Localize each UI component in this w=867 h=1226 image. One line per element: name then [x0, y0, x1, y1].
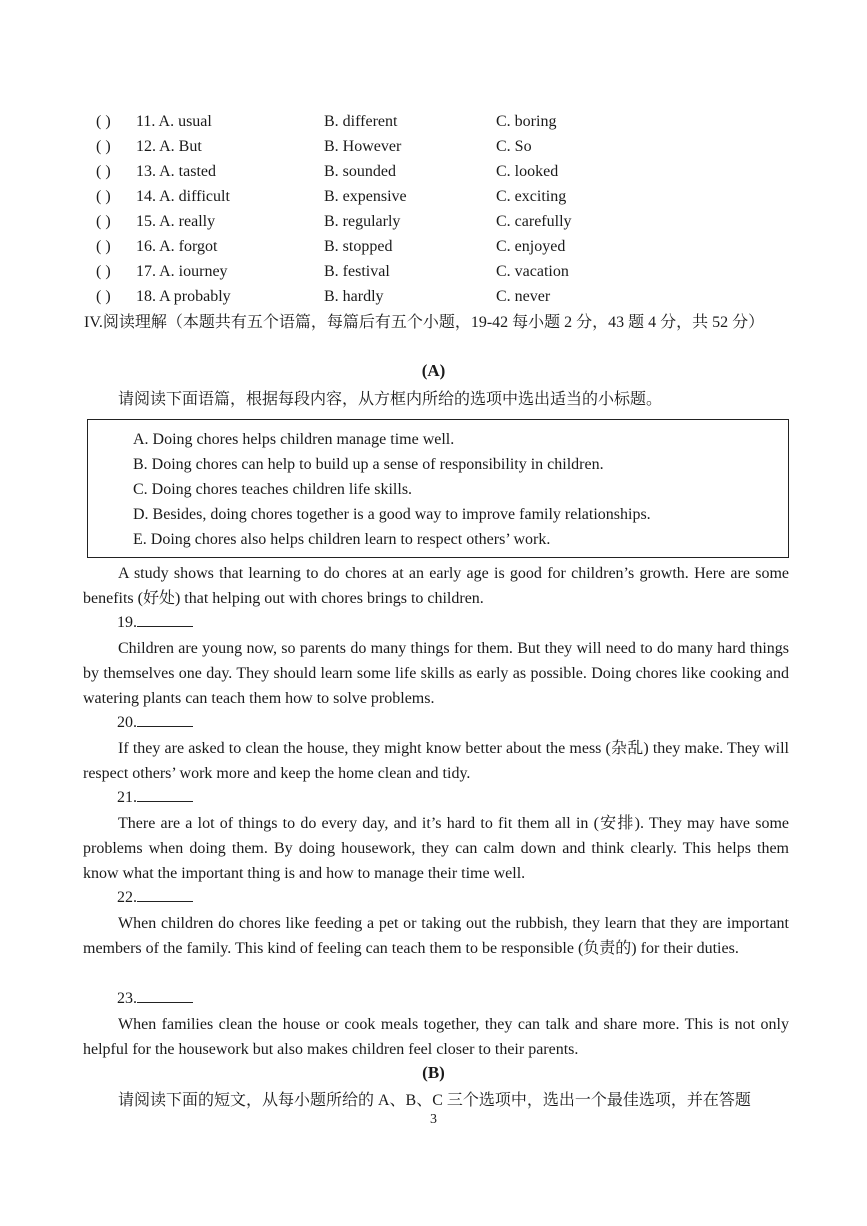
number-label: 19. — [117, 614, 137, 631]
page-number: 3 — [430, 1112, 437, 1127]
question-number — [117, 786, 193, 807]
option-b: B. stopped — [324, 238, 393, 255]
option-c: C. So — [496, 138, 532, 155]
passage-a-title: (A) — [421, 361, 446, 380]
answer-paren: ( ) — [96, 213, 111, 230]
answer-paren: ( ) — [96, 238, 111, 255]
option-b: B. hardly — [324, 288, 384, 305]
option-a: 17. A. iourney — [136, 263, 228, 280]
option-b: B. regularly — [324, 213, 401, 230]
question-number — [117, 711, 193, 732]
option-b: B. festival — [324, 263, 390, 280]
option-a: 18. A probably — [136, 288, 231, 305]
option-c: C. boring — [496, 113, 557, 130]
heading-option: C. Doing chores teaches children life skills. — [133, 481, 413, 498]
option-c: C. exciting — [496, 188, 567, 205]
option-a: 13. A. tasted — [136, 163, 216, 180]
heading-option: E. Doing chores also helps children learn to respect others’ work. — [133, 531, 551, 548]
option-c: C. enjoyed — [496, 238, 566, 255]
cloze-row — [96, 260, 796, 284]
cloze-row — [96, 210, 796, 234]
answer-paren: ( ) — [96, 263, 111, 280]
cloze-row — [96, 160, 796, 184]
option-b: B. expensive — [324, 188, 407, 205]
heading-option: B. Doing chores can help to build up a sense of responsibility in children. — [133, 456, 604, 473]
answer-blank[interactable] — [137, 987, 193, 1003]
heading-option: A. Doing chores helps children manage time well. — [133, 431, 455, 448]
answer-blank[interactable] — [137, 786, 193, 802]
question-number — [117, 886, 193, 907]
option-c: C. never — [496, 288, 551, 305]
option-a: 11. A. usual — [136, 113, 212, 130]
option-a: 12. A. But — [136, 138, 202, 155]
cloze-row — [96, 185, 796, 209]
passage-paragraph — [83, 1012, 789, 1062]
option-a: 16. A. forgot — [136, 238, 218, 255]
paragraph-text: If they are asked to clean the house, they might know better about the mess (杂乱) they make. They will respect others’ work more and keep the home clean and tidy. — [83, 740, 789, 782]
paragraph-text: There are a lot of things to do every day, and it’s hard to fit them all in (安排). They may have some problems when doing them. By doing housework, they can calm down and think clearly. This helps them know what the important thing is and how to manage their time well. — [83, 815, 789, 882]
answer-paren: ( ) — [96, 288, 111, 305]
passage-paragraph — [83, 911, 789, 961]
passage-b-instruction: 请阅读下面的短文，从每小题所给的 A、B、C 三个选项中，选出一个最佳选项，并在答题 — [118, 1092, 751, 1109]
option-a: 14. A. difficult — [136, 188, 230, 205]
number-label: 23. — [117, 990, 137, 1007]
intro-text: A study shows that learning to do chores at an early age is good for children’s growth. Here are some benefits (好处) that helping out with chores brings to children. — [83, 565, 789, 607]
passage-paragraph — [83, 811, 789, 886]
number-label: 21. — [117, 789, 137, 806]
passage-a-instruction: 请阅读下面语篇，根据每段内容，从方框内所给的选项中选出适当的小标题。 — [118, 391, 663, 408]
answer-paren: ( ) — [96, 163, 111, 180]
option-a: 15. A. really — [136, 213, 216, 230]
answer-blank[interactable] — [137, 611, 193, 627]
option-c: C. vacation — [496, 263, 569, 280]
passage-paragraph — [83, 736, 789, 786]
cloze-row — [96, 110, 796, 134]
heading-option: D. Besides, doing chores together is a good way to improve family relationships. — [133, 506, 651, 523]
question-number — [117, 987, 193, 1008]
answer-paren: ( ) — [96, 113, 111, 130]
answer-paren: ( ) — [96, 188, 111, 205]
cloze-row — [96, 235, 796, 259]
cloze-row — [96, 135, 796, 159]
answer-blank[interactable] — [137, 711, 193, 727]
section-heading: IV.阅读理解（本题共有五个语篇，每篇后有五个小题，19-42 每小题 2 分，43 题 4 分，共 52 分） — [84, 314, 765, 331]
passage-b-title: (B) — [422, 1063, 445, 1082]
paragraph-text: Children are young now, so parents do many things for them. But they will need to do many hard things by themselves one day. They should learn some life skills as early as possible. Doing chores like cooking and watering plants can teach them how to solve problems. — [83, 640, 789, 707]
passage-paragraph — [83, 636, 789, 711]
cloze-row — [96, 285, 796, 309]
answer-blank[interactable] — [137, 886, 193, 902]
option-b: B. different — [324, 113, 398, 130]
paragraph-text: When families clean the house or cook meals together, they can talk and share more. This is not only helpful for the housework but also makes children feel closer to their parents. — [83, 1016, 789, 1058]
options-box — [87, 419, 789, 558]
paragraph-text: When children do chores like feeding a pet or taking out the rubbish, they learn that they are important members of the family. This kind of feeling can teach them to be responsible (负责的) for their duties. — [83, 915, 789, 957]
question-number — [117, 611, 193, 632]
number-label: 22. — [117, 889, 137, 906]
option-c: C. carefully — [496, 213, 572, 230]
answer-paren: ( ) — [96, 138, 111, 155]
passage-intro — [83, 561, 789, 611]
number-label: 20. — [117, 714, 137, 731]
option-b: B. However — [324, 138, 402, 155]
option-b: B. sounded — [324, 163, 396, 180]
option-c: C. looked — [496, 163, 559, 180]
